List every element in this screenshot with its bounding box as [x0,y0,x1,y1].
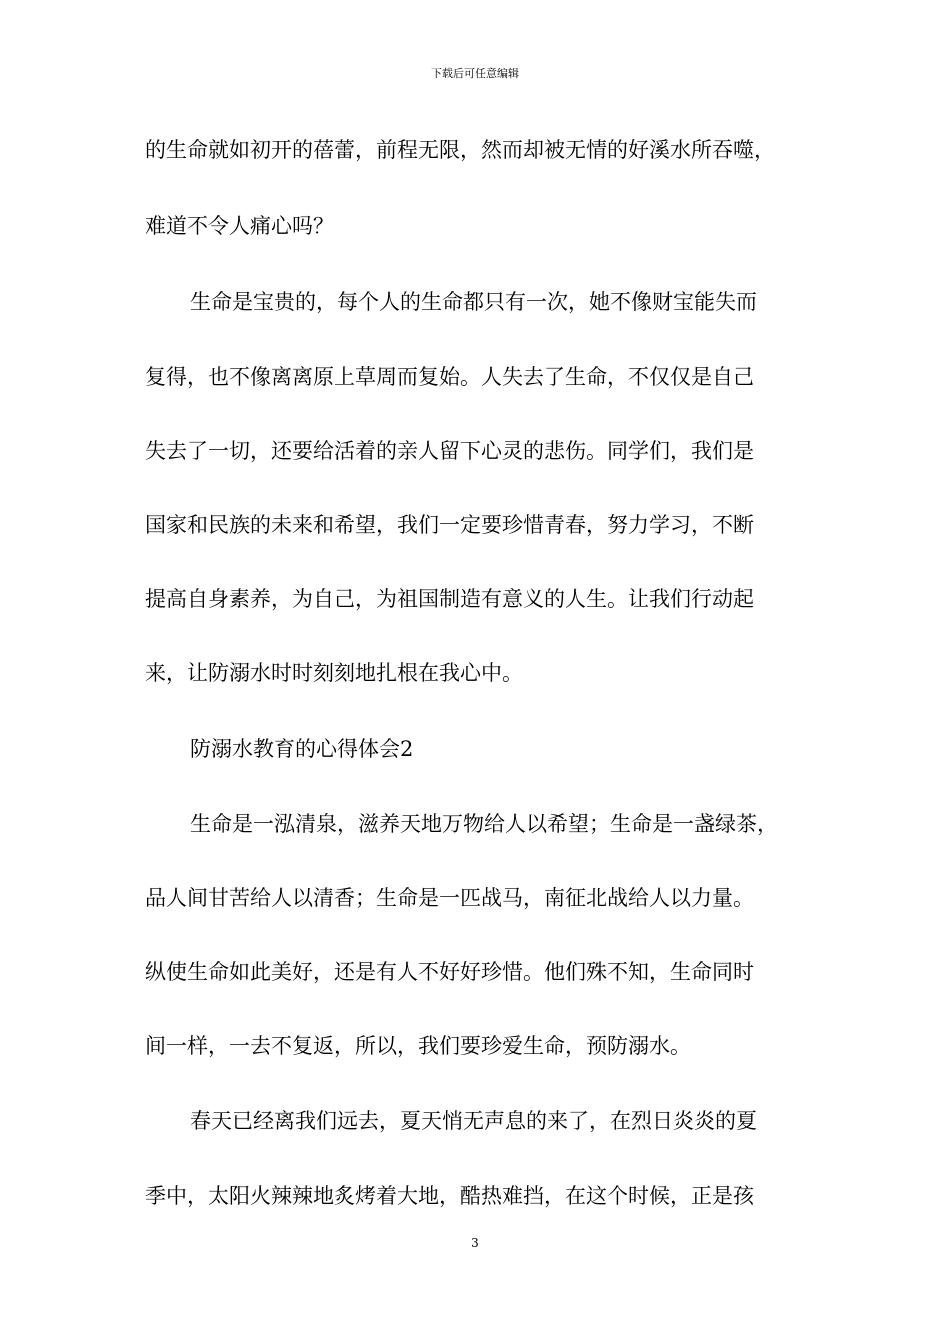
text-line: 纵使生命如此美好，还是有人不好好珍惜。他们殊不知，生命同时 [145,960,754,984]
text-line-paragraph-start: 生命是宝贵的，每个人的生命都只有一次，她不像财宝能失而 [190,290,757,314]
text-line: 品人间甘苦给人以清香；生命是一匹战马，南征北战给人以力量。 [145,886,754,910]
text-line: 的生命就如初开的蓓蕾，前程无限，然而却被无情的好溪水所吞噬， [145,138,775,162]
text-line-paragraph-start: 生命是一泓清泉，滋养天地万物给人以希望；生命是一盏绿茶， [190,812,778,836]
text-line: 失去了一切，还要给活着的亲人留下心灵的悲伤。同学们，我们是 [145,439,754,463]
text-line: 季中，太阳火辣辣地炙烤着大地，酷热难挡，在这个时候，正是孩 [145,1184,754,1208]
text-line: 复得，也不像离离原上草周而复始。人失去了生命，不仅仅是自己 [145,365,754,389]
text-line: 难道不令人痛心吗？ [145,214,334,238]
text-line: 来，让防溺水时时刻刻地扎根在我心中。 [145,661,523,685]
text-line: 提高自身素养，为自己，为祖国制造有意义的人生。让我们行动起 [145,587,754,611]
text-line: 国家和民族的未来和希望，我们一定要珍惜青春，努力学习，不断 [145,513,754,537]
page-number: 3 [471,1236,479,1250]
section-heading: 防溺水教育的心得体会2 [190,737,414,761]
text-line: 间一样，一去不复返，所以，我们要珍爱生命，预防溺水。 [145,1034,691,1058]
header-note: 下载后可任意编辑 [431,67,519,80]
text-line-paragraph-start: 春天已经离我们远去，夏天悄无声息的来了，在烈日炎炎的夏 [190,1109,757,1133]
